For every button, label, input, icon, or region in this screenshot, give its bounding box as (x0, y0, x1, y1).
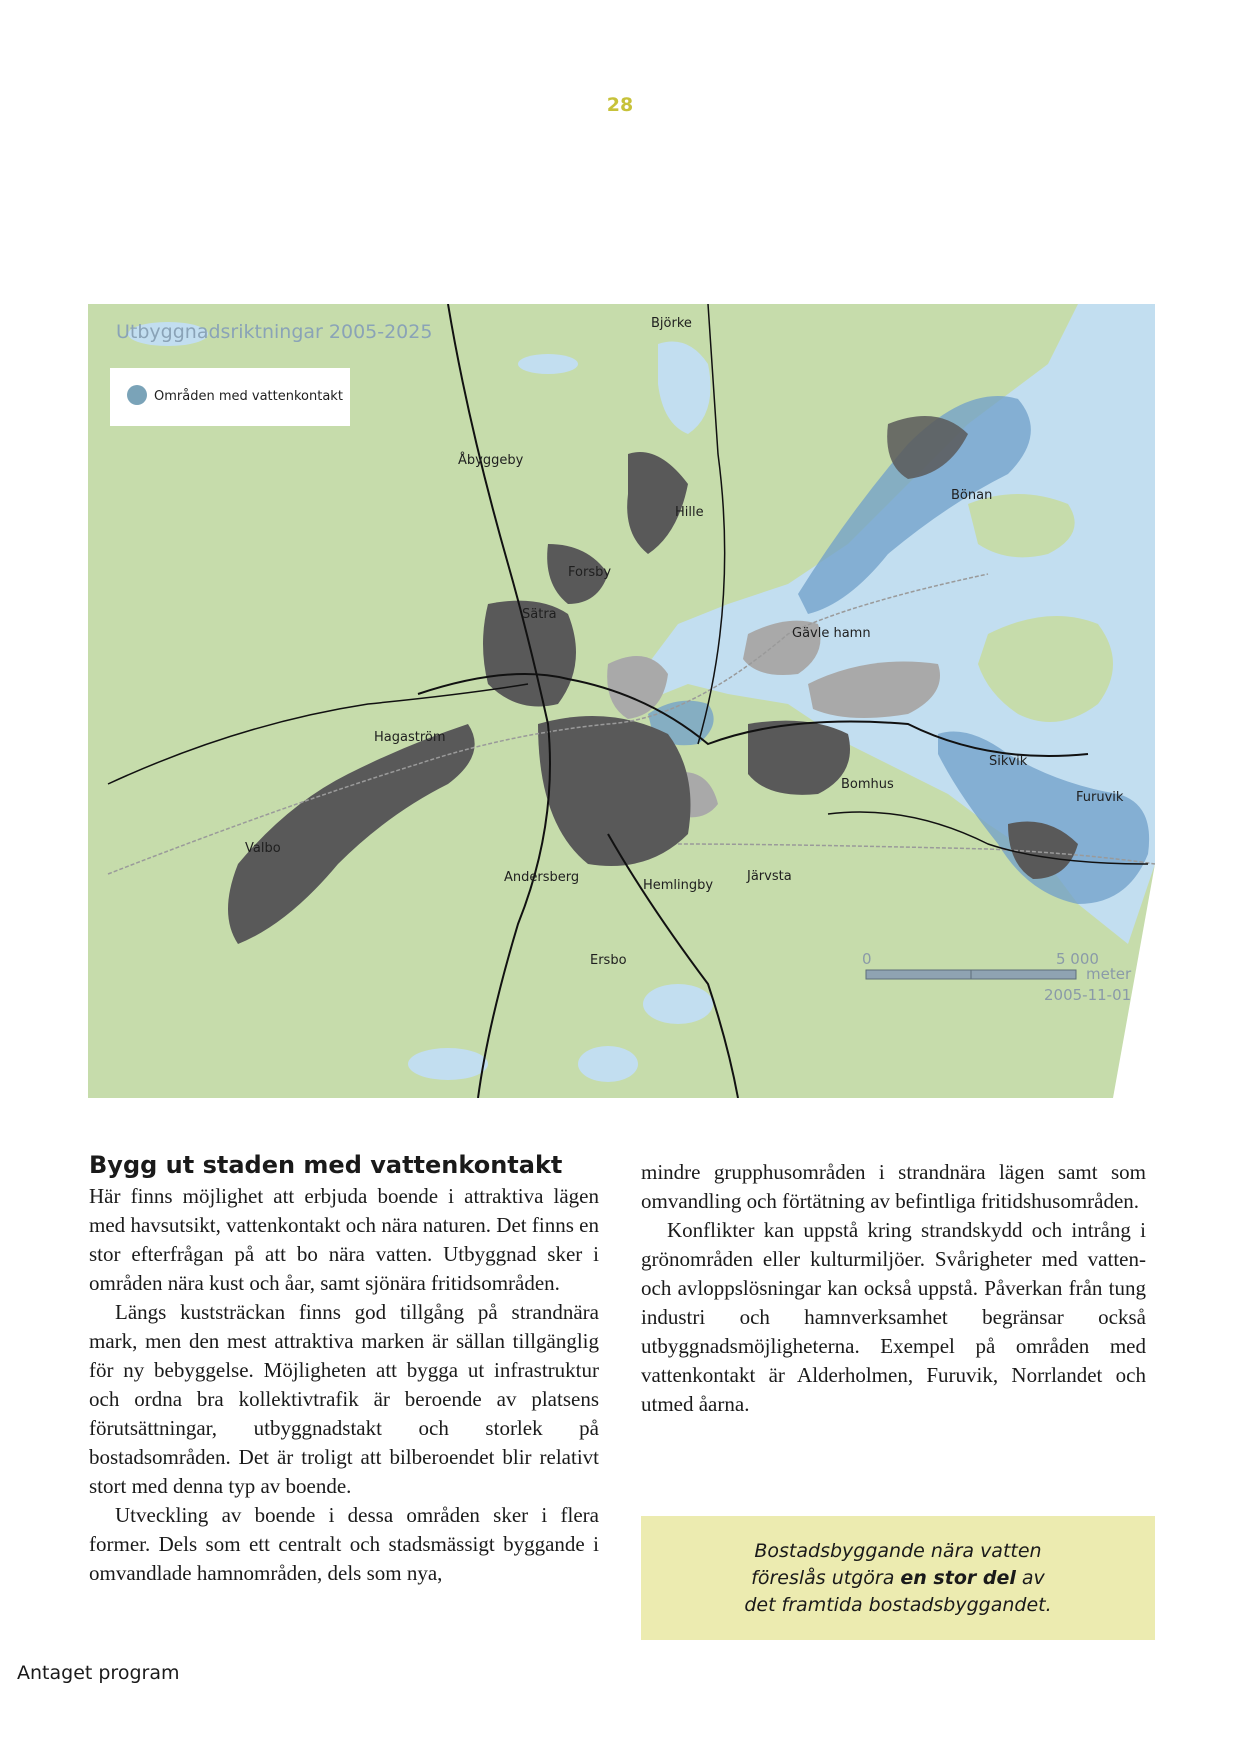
place-label: Sikvik (989, 754, 1028, 769)
place-label: Bönan (951, 488, 993, 503)
map-graphic (88, 304, 1155, 1098)
place-label: Forsby (568, 565, 612, 580)
legend-label: Områden med vattenkontakt (154, 389, 343, 404)
place-label: Valbo (245, 841, 281, 856)
scale-zero: 0 (862, 950, 872, 968)
place-label: Andersberg (504, 870, 580, 885)
place-label: Björke (651, 316, 692, 331)
article-heading: Bygg ut staden med vattenkontakt (89, 1151, 563, 1179)
article-column-right (641, 1158, 1146, 1419)
map-date: 2005-11-01 (1044, 986, 1132, 1004)
place-label: Ersbo (590, 953, 627, 968)
place-label: Järvsta (747, 869, 792, 884)
place-label: Furuvik (1076, 790, 1124, 805)
scale-max: 5 000 (1056, 950, 1099, 968)
lake-small (643, 984, 713, 1024)
map (88, 304, 1155, 1098)
place-label: Åbyggeby (458, 453, 524, 468)
lake-small (408, 1048, 488, 1080)
place-label: Hemlingby (643, 878, 714, 893)
place-label: Hagaström (374, 730, 446, 745)
place-label: Sätra (522, 607, 557, 622)
callout-box (641, 1516, 1155, 1640)
paragraph: Utveckling av boende i dessa områden sker i flera former. Dels som ett centralt och stadsmässigt byggande i omvandlade hamnområden, dels som nya, (89, 1503, 599, 1585)
callout-emphasis: en stor del (900, 1566, 1016, 1589)
paragraph: mindre grupphusområden i strandnära lägen samt som omvandling och förtätning av befintliga fritidshusområden. (641, 1160, 1146, 1213)
callout-line: föreslås utgöra en stor del av (751, 1566, 1045, 1589)
paragraph: Längs kuststräckan finns god tillgång på strandnära mark, men den mest attraktiva marken är sällan tillgänglig för ny bebyggelse. Möjligheten att bygga ut infrastruktur och ordna bra kollektivtrafik är beroende av platsens förutsättningar, utbyggnadstakt och storlek på bostadsområden. Det är troligt att bilberoendet blir relativt stort med denna typ av boende. (89, 1300, 599, 1498)
paragraph: Här finns möjlighet att erbjuda boende i attraktiva lägen med havsutsikt, vattenkontakt och nära naturen. Det finns en stor efterfrågan på att bo nära vatten. Utbyggnad sker i områden nära kust och åar, samt sjönära fritidsområden. (89, 1184, 599, 1295)
place-label: Hille (675, 505, 704, 520)
place-label: Gävle hamn (792, 626, 871, 641)
scale-bar-segment (866, 970, 971, 979)
callout-line: det framtida bostadsbyggandet. (744, 1593, 1052, 1616)
article-column-left (89, 1150, 599, 1588)
map-title: Utbyggnadsriktningar 2005-2025 (116, 321, 433, 343)
footer-label: Antaget program (17, 1662, 180, 1684)
scale-bar-segment (971, 970, 1076, 979)
paragraph: Konflikter kan uppstå kring strandskydd och intrång i grönområden eller kulturmiljöer. Svårigheter med vatten- och avloppslösningar kan också uppstå. Påverkan från tung industri och hamnverksamhet begränsar också utbyggnadsmöjligheterna. Exempel på områden med vattenkontakt är Alderholmen, Furuvik, Norrlandet och utmed åarna. (641, 1218, 1146, 1416)
lake-small (518, 354, 578, 374)
lake-small (578, 1046, 638, 1082)
scale-unit: meter (1086, 965, 1132, 983)
callout-line: Bostadsbyggande nära vatten (754, 1539, 1042, 1562)
legend-swatch (127, 385, 147, 405)
place-label: Bomhus (841, 777, 894, 792)
page-number: 28 (606, 94, 634, 116)
